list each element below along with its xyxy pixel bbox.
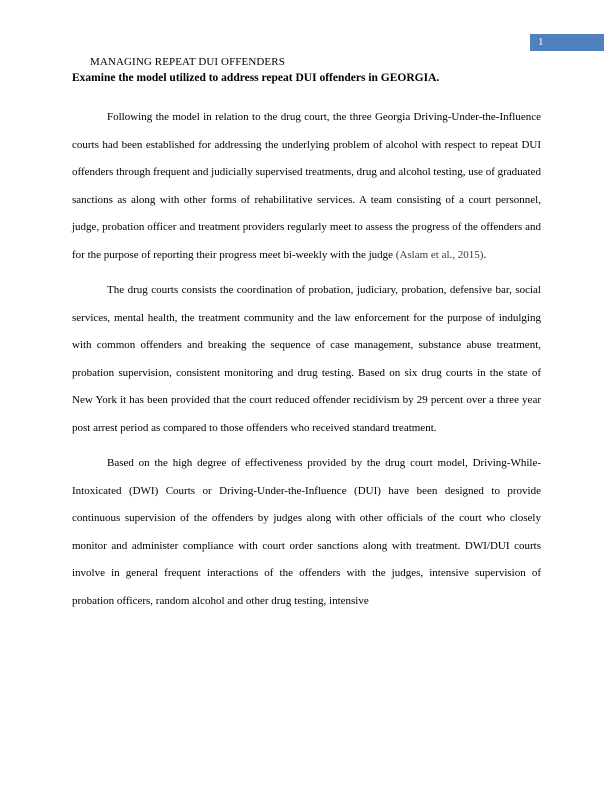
document-body bbox=[72, 104, 541, 623]
paragraph-1-text: Following the model in relation to the drug court, the three Georgia Driving-Under-the-Influence courts had been established for addressing the underlying problem of alcohol with respect to repeat DUI offenders through frequent and judicially supervised treatments, drug and alcohol testing, use of graduated sanctions as along with other forms of rehabilitative services. A team consisting of a court personnel, judge, probation officer and treatment providers regularly meet to assess the progress of the offenders and for the purpose of reporting their progress meet bi-weekly with the judge bbox=[72, 111, 541, 261]
paragraph-1 bbox=[72, 104, 541, 269]
document-title: Examine the model utilized to address repeat DUI offenders in GEORGIA. bbox=[72, 72, 440, 84]
citation: (Aslam et al., 2015) bbox=[395, 248, 484, 261]
paragraph-2: The drug courts consists the coordination of probation, judiciary, probation, defensive bar, social services, mental health, the treatment community and the law enforcement for the purpose of indulging with common offenders and breaking the sequence of case management, substance abuse treatment, probation supervision, consistent monitoring and drug testing. Based on six drug courts in the state of New York it has been provided that the court reduced offender recidivism by 29 percent over a three year post arrest period as compared to those offenders who received standard treatment. bbox=[72, 284, 541, 434]
page-number: 1 bbox=[538, 36, 544, 48]
paragraph-3: Based on the high degree of effectiveness provided by the drug court model, Driving-While-Intoxicated (DWI) Courts or Driving-Under-the-Influence (DUI) have been designed to provide continuous supervision of the offenders by judges along with other officials of the court who closely monitor and administer compliance with court order sanctions along with treatment. DWI/DUI courts involve in general frequent interactions of the offenders with the judges, intensive supervision of probation officers, random alcohol and other drug testing, intensive bbox=[72, 457, 541, 607]
running-head: MANAGING REPEAT DUI OFFENDERS bbox=[90, 56, 285, 68]
paragraph-1-end: . bbox=[483, 248, 487, 261]
page-number-box bbox=[530, 34, 604, 51]
